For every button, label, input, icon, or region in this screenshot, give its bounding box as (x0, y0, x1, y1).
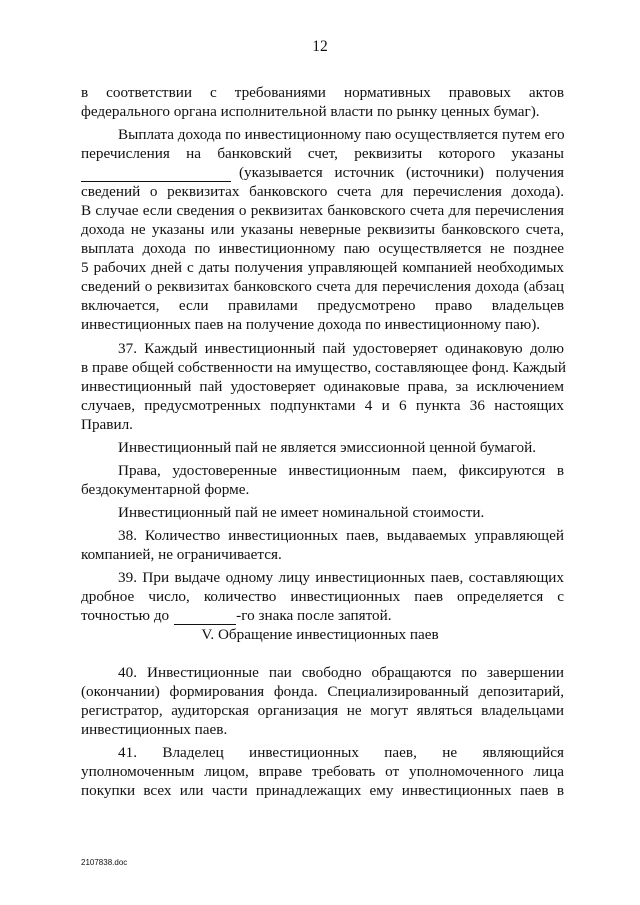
text-line: 41. Владелец инвестиционных паев, не являющийся (118, 744, 564, 761)
text-line: покупки всех или части принадлежащих ему инвестиционных паев в (81, 782, 564, 799)
text-fragment: -го знака после запятой. (236, 607, 392, 624)
text-fragment: точностью до (81, 607, 170, 624)
text-line: 5 рабочих дней с даты получения управляющей компанией необходимых (81, 259, 564, 276)
text-line: дробное число, количество инвестиционных паев определяется с (81, 588, 564, 605)
blank-field (81, 169, 231, 182)
footer-filename: 2107838.doc (81, 858, 128, 867)
text-line: включается, если правилами предусмотрено право владельцев (81, 297, 564, 314)
text-line: Права, удостоверенные инвестиционным паем, фиксируются в (118, 462, 564, 479)
text-line: компанией, не ограничивается. (81, 546, 282, 563)
text-line: инвестиционных паев на получение дохода по инвестиционному паю). (81, 316, 541, 333)
text-line: (окончании) формирования фонда. Специализированный депозитарий, (81, 683, 564, 700)
text-line: регистратор, аудиторская организация не могут являться владельцами (81, 702, 564, 719)
text-line: дохода не указаны или указаны неверные реквизиты банковского счета, (81, 221, 564, 238)
section-heading: V. Обращение инвестиционных паев (201, 626, 439, 643)
text-line-with-blank (81, 163, 564, 182)
text-line: сведений о реквизитах банковского счета для перечисления дохода). (81, 183, 564, 200)
text-line: федерального органа исполнительной власти по рынку ценных бумаг). (81, 103, 540, 120)
text-line: Выплата дохода по инвестиционному паю осуществляется путем его (118, 126, 565, 143)
text-line: перечисления на банковский счет, реквизиты которого указаны (81, 145, 564, 162)
text-line: 40. Инвестиционные паи свободно обращаются по завершении (118, 664, 564, 681)
text-line: сведений о реквизитах банковского счета для перечисления дохода (абзац (81, 278, 564, 295)
text-line: инвестиционных паев. (81, 721, 228, 738)
text-line: бездокументарной форме. (81, 481, 250, 498)
text-fragment: (указывается источник (источники) получения (239, 164, 564, 181)
text-line: в соответствии с требованиями нормативных правовых актов (81, 84, 564, 101)
blank-field (174, 612, 236, 625)
text-line: случаев, предусмотренных подпунктами 4 и 6 пункта 36 настоящих (81, 397, 564, 414)
text-line: Инвестиционный пай не является эмиссионной ценной бумагой. (118, 439, 537, 456)
page-number: 12 (312, 38, 328, 55)
text-line: в праве общей собственности на имущество, составляющее фонд. Каждый (81, 359, 566, 376)
text-line: инвестиционный пай удостоверяет одинаковые права, за исключением (81, 378, 564, 395)
text-line-with-blank (81, 606, 564, 625)
text-line: выплата дохода по инвестиционному паю осуществляется не позднее (81, 240, 564, 257)
text-line: 37. Каждый инвестиционный пай удостоверяет одинаковую долю (118, 340, 564, 357)
text-line: уполномоченным лицом, вправе требовать от уполномоченного лица (81, 763, 564, 780)
text-line: В случае если сведения о реквизитах банковского счета для перечисления (81, 202, 564, 219)
text-line: 38. Количество инвестиционных паев, выдаваемых управляющей (118, 527, 564, 544)
text-line: Правил. (81, 416, 133, 433)
text-line: 39. При выдаче одному лицу инвестиционных паев, составляющих (118, 569, 564, 586)
text-line: Инвестиционный пай не имеет номинальной стоимости. (118, 504, 485, 521)
